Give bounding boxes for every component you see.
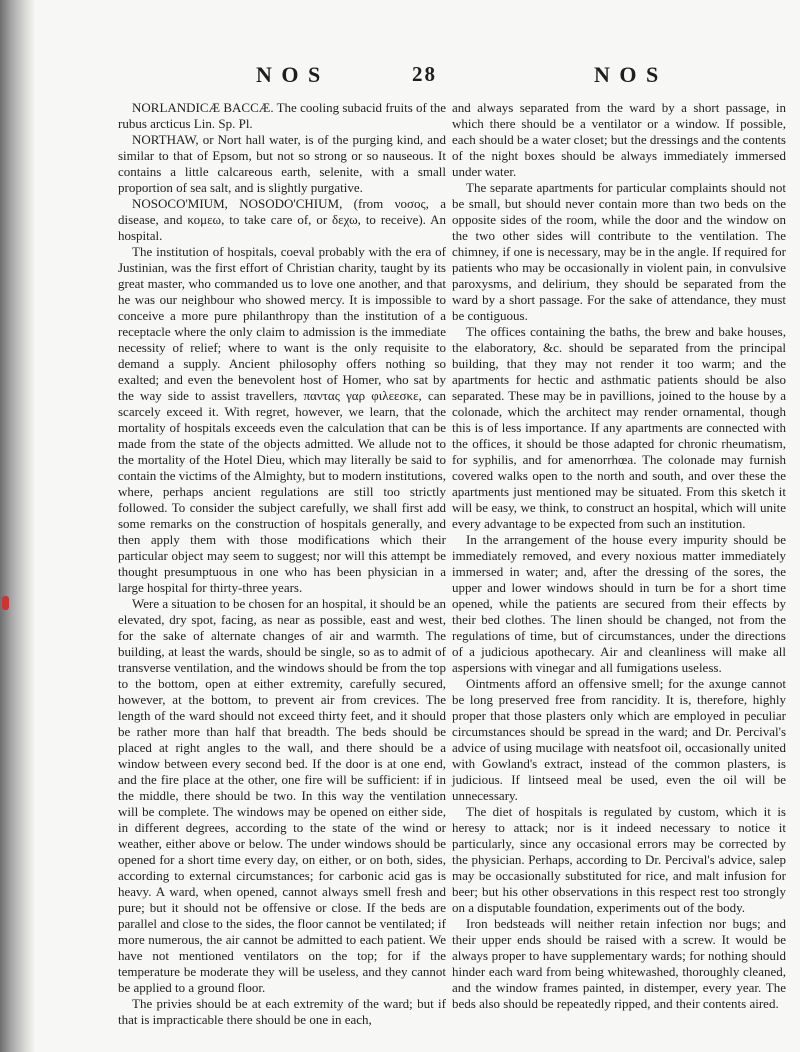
entry-norlandicae: NORLANDICÆ BACCÆ. The cooling subacid fruits of the rubus arcticus Lin. Sp. Pl.	[118, 100, 446, 131]
paragraph: The offices containing the baths, the brew and bake houses, the elaboratory, &c. should be separated from the principal building, that they may not render it too warm; and the apartments for hectic and asthmatic patients should be also separated. These may be in pavillions, joined to the house by a colonade, which the architect may render ornamental, though this is of less importance. If any apartments are connected with the offices, it should be those adapted for chronic rheumatism, for syphilis, and for amenorrhœa. The colonade may furnish covered walks open to the north and south, and over these the apartments just mentioned may be situated. From this sketch it will be easy, we think, to construct an hospital, which will unite every advantage to be expected from such an institution.	[452, 324, 786, 531]
right-column	[452, 100, 786, 1012]
paragraph: The privies should be at each extremity of the ward; but if that is impracticable there should be one in each,	[118, 996, 446, 1027]
paragraph: Ointments afford an offensive smell; for the axunge cannot be long preserved free from rancidity. It is, therefore, highly proper that those plasters only which are employed in peculiar circumstances should be spread in the ward; and Dr. Percival's advice of using mucilage with neatsfoot oil, occasionally united with Gowland's extract, instead of the common plasters, is judicious. If lintseed meal be used, even the oil will be unnecessary.	[452, 676, 786, 803]
paragraph: The separate apartments for particular complaints should not be small, but should never contain more than two beds on the opposite sides of the room, while the door and the window on the two other sides will contribute to the ventilation. The chimney, if one is necessary, may be in the angle. If required for patients who may be occasionally in violent pain, in convulsive paroxysms, and delirium, they should be separated from the ward by a short passage. For the sake of attendance, they must be contiguous.	[452, 180, 786, 323]
entry-northaw: NORTHAW, or Nort hall water, is of the purging kind, and similar to that of Epsom, but not so strong or so nauseous. It contains a little calcareous earth, selenite, with a small proportion of sea salt, and is slightly purgative.	[118, 132, 446, 195]
paragraph: Were a situation to be chosen for an hospital, it should be an elevated, dry spot, facing, as near as possible, east and west, for the sake of alternate changes of air and warmth. The building, at least the wards, should be single, so as to admit of transverse ventilation, and the windows should be from the top to the bottom, open at either extremity, carefully secured, however, at the bottom, to prevent air from crevices. The length of the ward should not exceed thirty feet, and it should be rather more than half that breadth. The beds should be placed at right angles to the wall, and there should be a window between every second bed. If the door is at one end, and the fire place at the other, one fire will be sufficient: if in the middle, there should be two. In this way the ventilation will be complete. The windows may be opened on either side, in different degrees, according to the state of the wind or weather, either above or below. The under windows should be opened for a short time every day, on either, or on both, sides, according to external circumstances; for carbonic acid gas is heavy. A ward, when opened, cannot always smell fresh and pure; but it should not be offensive or close. If the beds are parallel and close to the sides, the floor cannot be ventilated; if more numerous, the air cannot be admitted to each patient. We have not mentioned ventilators on the top; for if the temperature be moderate they will be useless, and they cannot be applied to a ground floor.	[118, 596, 446, 995]
left-column	[118, 100, 446, 1028]
paragraph: and always separated from the ward by a short passage, in which there should be a ventilator or a window. If possible, each should be a water closet; but the dressings and the contents of the night boxes should be always immediately immersed under water.	[452, 100, 786, 179]
paragraph: Iron bedsteads will neither retain infection nor bugs; and their upper ends should be raised with a screw. It would be always proper to have supplementary wards; for nothing should hinder each ward from being whitewashed, thoroughly cleaned, and the window frames painted, in distemper, every year. The beds also should be repeatedly ripped, and their contents aired.	[452, 916, 786, 1011]
entry-nosocomium: NOSOCO'MIUM, NOSODO'CHIUM, (from νοσος, a disease, and κομεω, to take care of, or δεχω, to receive). An hospital.	[118, 196, 446, 243]
running-head-left: N O S	[256, 62, 323, 87]
spine-marker	[2, 596, 9, 610]
running-head-right: N O S	[594, 62, 661, 87]
paragraph: The institution of hospitals, coeval probably with the era of Justinian, was the first effort of Christian charity, taught by its great master, who commanded us to love one another, and that he was our neighbour who showed mercy. It is impossible to conceive a more pure philanthropy than the institution of a receptacle where the only claim to admission is the immediate necessity of relief; where to want is the only requisite to demand a supply. Ancient philosophy offers nothing so exalted; and even the benevolent host of Homer, who sat by the way side to assist travellers, παντας γαρ φιλεεσκε, can scarcely exceed it. With regret, however, we learn, that the mortality of hospitals exceeds even the calculation that can be made from the state of the objects admitted. We allude not to the mortality of the Hotel Dieu, which may literally be said to contain the victims of the Almighty, but to modern institutions, where, perhaps ancient regulations are still too strictly followed. To consider the subject carefully, we shall first add some remarks on the construction of hospitals generally, and then apply them with those modifications which their particular object may seem to suggest; nor will this attempt be thought presumptuous in one who has been physician in a large hospital for thirty-three years.	[118, 244, 446, 595]
page-number: 28	[412, 62, 437, 86]
paragraph: In the arrangement of the house every impurity should be immediately removed, and every noxious matter immediately immersed in water; and, after the dressing of the sores, the upper and lower windows should in turn be for a short time opened, while the patients are secured from their effects by their bed clothes. The linen should be changed, not from the regulations of time, but of circumstances, under the directions of a judicious apothecary. Air and cleanliness will make all aspersions with vinegar and all fumigations useless.	[452, 532, 786, 675]
paragraph: The diet of hospitals is regulated by custom, which it is heresy to attack; nor is it indeed necessary to notice it particularly, since any occasional errors may be corrected by the physician. Perhaps, according to Dr. Percival's advice, salep may be occasionally substituted for rice, and malt infusion for beer; but his other observations in this respect rest too strongly on a disputable foundation, experiments out of the body.	[452, 804, 786, 915]
book-spine-shadow	[0, 0, 34, 1052]
